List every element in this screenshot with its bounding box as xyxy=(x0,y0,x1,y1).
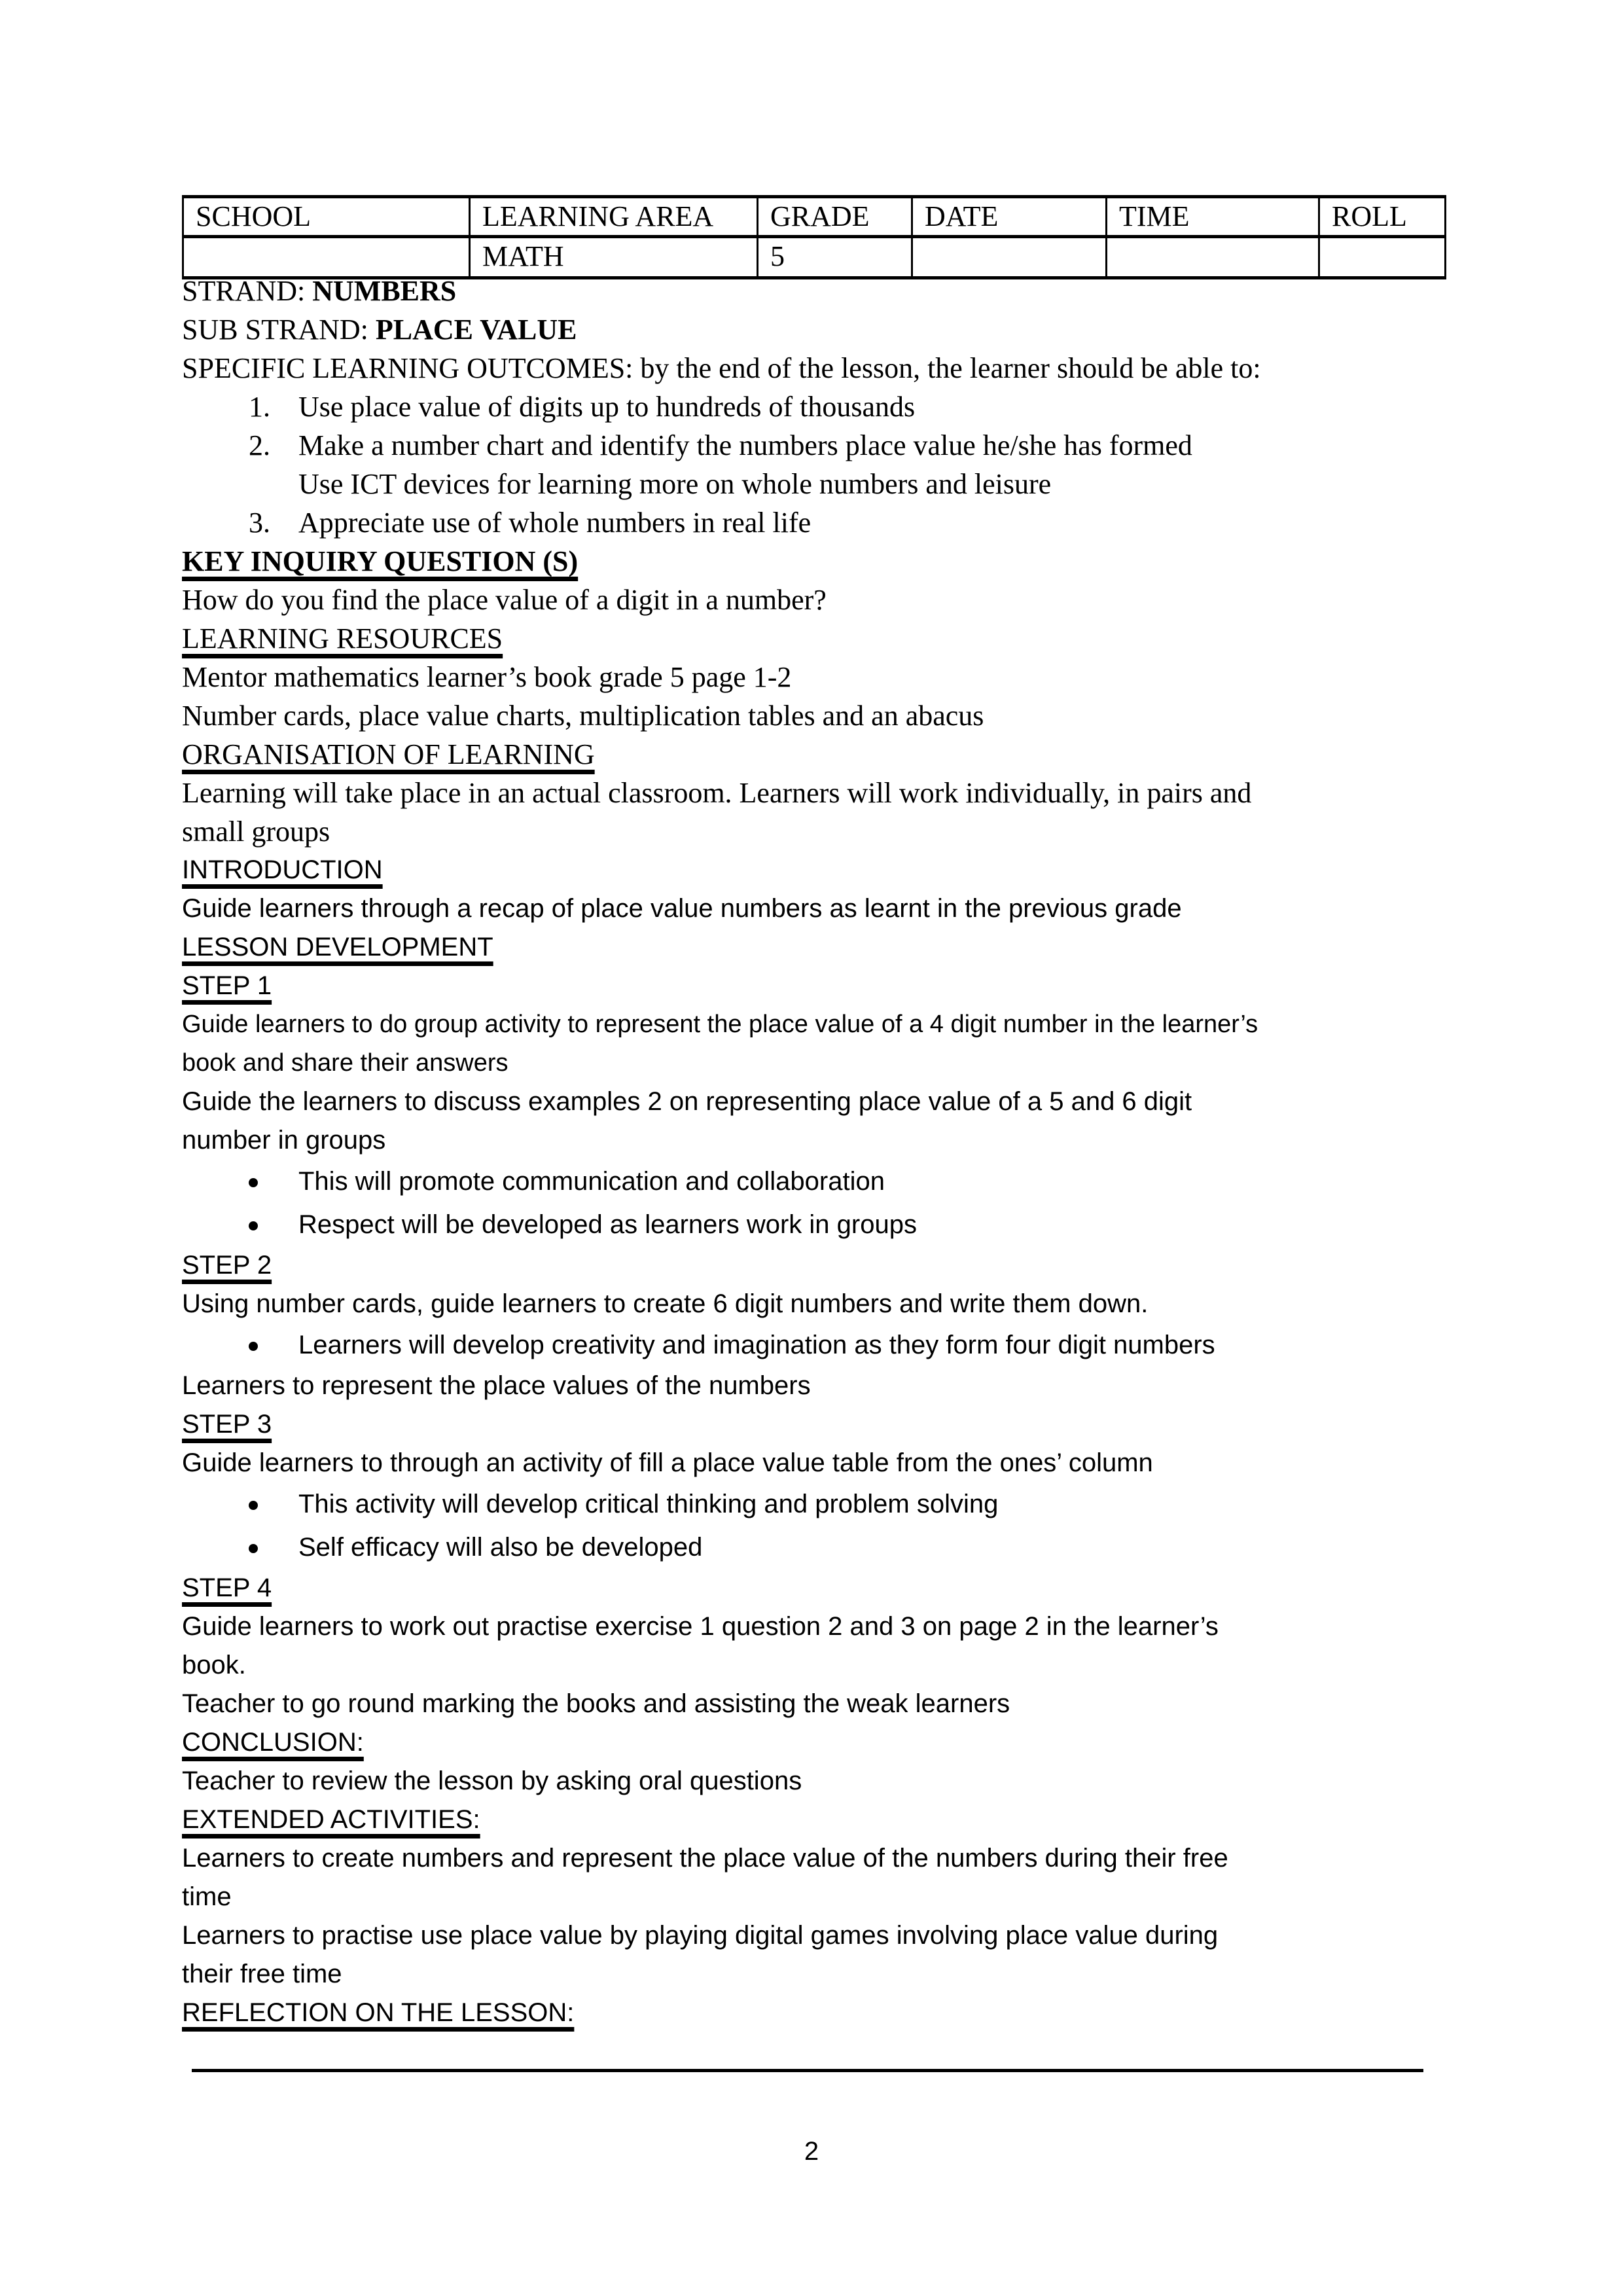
list-number: 2. xyxy=(249,429,270,461)
text-line xyxy=(182,272,1448,310)
list-item xyxy=(182,426,1448,465)
section-heading xyxy=(182,1994,1448,2032)
text-segment: How do you find the place value of a digit in a number? xyxy=(182,584,827,616)
text-line xyxy=(182,889,1448,928)
text-segment: INTRODUCTION xyxy=(182,855,383,884)
section-heading xyxy=(182,1405,1448,1444)
text-segment: Using number cards, guide learners to create 6 digit numbers and write them down. xyxy=(182,1289,1149,1318)
text-line xyxy=(182,1044,1448,1083)
text-segment: This will promote communication and collaboration xyxy=(298,1167,885,1196)
text-segment: NUMBERS xyxy=(312,275,457,307)
section-heading xyxy=(182,851,1448,889)
list-item xyxy=(182,503,1448,542)
text-segment: EXTENDED ACTIVITIES: xyxy=(182,1805,480,1834)
text-segment: STEP 4 xyxy=(182,1573,272,1602)
text-segment: Make a number chart and identify the numbers place value he/she has formed xyxy=(298,429,1192,461)
lesson-info-table xyxy=(182,195,1446,279)
header-roll: ROLL xyxy=(1319,197,1446,237)
value-grade: 5 xyxy=(758,237,912,278)
text-segment: Learners to create numbers and represent the place value of the numbers during their free xyxy=(182,1844,1228,1873)
text-segment: Teacher to review the lesson by asking oral questions xyxy=(182,1767,802,1795)
text-segment: number in groups xyxy=(182,1126,386,1155)
list-number: 1. xyxy=(249,391,270,423)
text-segment: Learning will take place in an actual classroom. Learners will work individually, in pairs and xyxy=(182,777,1252,809)
section-heading xyxy=(182,735,1448,774)
value-learning-area: MATH xyxy=(470,237,758,278)
blank-writing-line xyxy=(192,2069,1423,2072)
text-line xyxy=(182,1285,1448,1323)
text-segment: Self efficacy will also be developed xyxy=(298,1533,703,1562)
text-line xyxy=(182,812,1448,851)
section-heading xyxy=(182,1569,1448,1607)
text-line xyxy=(182,1955,1448,1994)
text-segment: LESSON DEVELOPMENT xyxy=(182,933,493,961)
text-segment: Appreciate use of whole numbers in real life xyxy=(298,507,812,539)
text-segment: Guide learners through a recap of place value numbers as learnt in the previous grade xyxy=(182,894,1182,923)
text-segment: Number cards, place value charts, multiplication tables and an abacus xyxy=(182,700,984,732)
header-school: SCHOOL xyxy=(183,197,470,237)
text-line xyxy=(182,1005,1448,1044)
bullet-icon xyxy=(249,1342,258,1351)
bullet-item xyxy=(182,1160,1448,1203)
text-segment: Respect will be developed as learners work in groups xyxy=(298,1210,917,1239)
section-heading xyxy=(182,1801,1448,1839)
table-header-row xyxy=(183,197,1446,237)
bullet-icon xyxy=(249,1221,258,1230)
text-line xyxy=(182,1607,1448,1646)
text-line xyxy=(182,1878,1448,1916)
header-time: TIME xyxy=(1107,197,1319,237)
text-line xyxy=(182,1839,1448,1878)
bullet-icon xyxy=(249,1544,258,1553)
text-segment: Learners to practise use place value by playing digital games involving place value during xyxy=(182,1921,1219,1950)
text-segment: SPECIFIC LEARNING OUTCOMES: by the end of the lesson, the learner should be able to: xyxy=(182,352,1261,384)
text-segment: This activity will develop critical thinking and problem solving xyxy=(298,1490,999,1518)
lesson-plan-body xyxy=(182,272,1448,2072)
text-segment: Guide the learners to discuss examples 2 on representing place value of a 5 and 6 digit xyxy=(182,1087,1192,1116)
list-item xyxy=(182,387,1448,426)
bullet-icon xyxy=(249,1178,258,1187)
text-line xyxy=(182,658,1448,696)
text-segment: Learners will develop creativity and imagination as they form four digit numbers xyxy=(298,1331,1215,1359)
text-line xyxy=(182,1367,1448,1405)
text-segment: ORGANISATION OF LEARNING xyxy=(182,738,595,770)
text-segment: Use ICT devices for learning more on whole numbers and leisure xyxy=(298,468,1052,500)
text-segment: CONCLUSION: xyxy=(182,1728,364,1757)
section-heading xyxy=(182,928,1448,967)
text-segment: STEP 3 xyxy=(182,1410,272,1439)
text-line xyxy=(182,349,1448,387)
page-number: 2 xyxy=(804,2137,819,2166)
text-line xyxy=(182,696,1448,735)
text-line xyxy=(182,774,1448,812)
text-line xyxy=(182,1083,1448,1121)
text-segment: SUB STRAND: xyxy=(182,314,376,346)
bullet-item xyxy=(182,1203,1448,1246)
section-heading xyxy=(182,967,1448,1005)
text-line xyxy=(182,1121,1448,1160)
text-line xyxy=(182,581,1448,619)
text-line xyxy=(182,1762,1448,1801)
text-segment: Mentor mathematics learner’s book grade 5 page 1-2 xyxy=(182,661,792,693)
text-segment: LEARNING RESOURCES xyxy=(182,622,503,655)
text-line xyxy=(182,310,1448,349)
text-line xyxy=(182,465,1448,503)
header-learning-area: LEARNING AREA xyxy=(470,197,758,237)
text-segment: Guide learners to through an activity of fill a place value table from the ones’ column xyxy=(182,1448,1153,1477)
text-segment: STRAND: xyxy=(182,275,313,307)
text-line xyxy=(182,1916,1448,1955)
text-segment: their free time xyxy=(182,1960,342,1988)
text-segment: Guide learners to work out practise exercise 1 question 2 and 3 on page 2 in the learner’s xyxy=(182,1612,1219,1641)
bullet-item xyxy=(182,1482,1448,1526)
section-heading xyxy=(182,1723,1448,1762)
bullet-item xyxy=(182,1526,1448,1569)
text-segment: KEY INQUIRY QUESTION (S) xyxy=(182,545,579,577)
text-segment: STEP 2 xyxy=(182,1251,272,1280)
text-segment: STEP 1 xyxy=(182,971,272,1000)
text-segment: Use place value of digits up to hundreds of thousands xyxy=(298,391,916,423)
text-segment: REFLECTION ON THE LESSON: xyxy=(182,1998,575,2027)
list-number: 3. xyxy=(249,507,270,539)
text-line xyxy=(182,1685,1448,1723)
text-segment: book. xyxy=(182,1651,246,1679)
text-line xyxy=(182,1646,1448,1685)
text-segment: time xyxy=(182,1882,232,1911)
text-segment: book and share their answers xyxy=(182,1049,508,1077)
section-heading xyxy=(182,542,1448,581)
text-segment: Learners to represent the place values of the numbers xyxy=(182,1371,811,1400)
text-line xyxy=(182,1444,1448,1482)
header-date: DATE xyxy=(912,197,1107,237)
bullet-icon xyxy=(249,1501,258,1510)
section-heading xyxy=(182,1246,1448,1285)
section-heading xyxy=(182,619,1448,658)
header-grade: GRADE xyxy=(758,197,912,237)
text-segment: PLACE VALUE xyxy=(375,314,577,346)
text-segment: small groups xyxy=(182,816,330,848)
text-segment: Teacher to go round marking the books and assisting the weak learners xyxy=(182,1689,1010,1718)
text-segment: Guide learners to do group activity to represent the place value of a 4 digit number in the learner’s xyxy=(182,1011,1258,1038)
bullet-item xyxy=(182,1323,1448,1367)
